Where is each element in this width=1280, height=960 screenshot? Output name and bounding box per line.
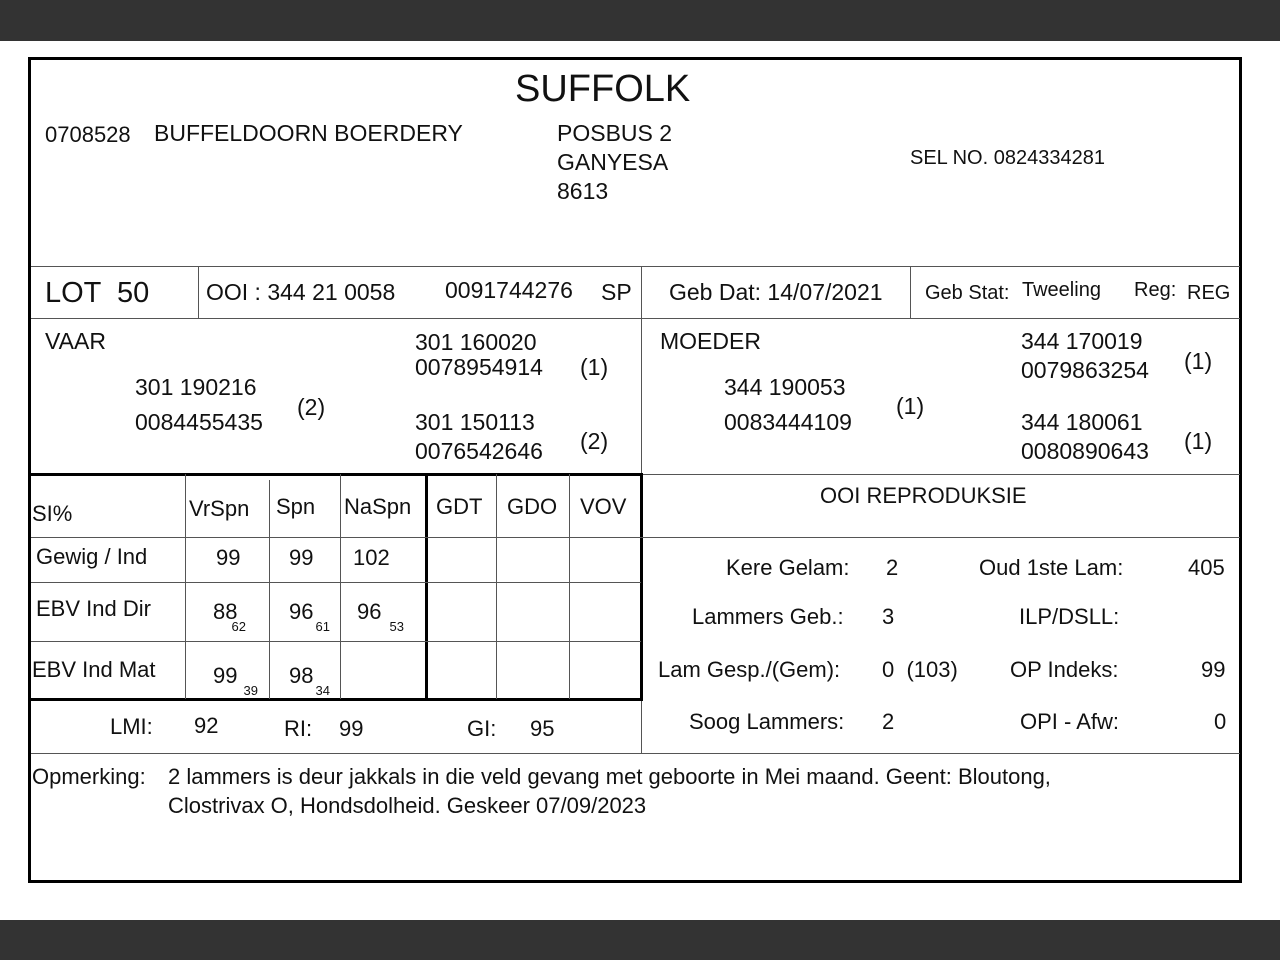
table-border	[31, 473, 643, 476]
reproduction-title: OOI REPRODUKSIE	[820, 483, 1027, 508]
divider	[31, 537, 1240, 538]
sire-label: VAAR	[45, 328, 106, 354]
ri-value: 99	[339, 716, 364, 741]
lot-card	[28, 57, 1242, 883]
cell-value: 99	[213, 663, 238, 688]
table-cell	[213, 599, 246, 634]
divider	[31, 753, 1240, 754]
opi-value: 0	[1214, 709, 1227, 734]
sire-dam-mark: (2)	[580, 428, 609, 454]
dam-sire-mark: (1)	[1184, 348, 1213, 374]
remarks-line-1: 2 lammers is deur jakkals in die veld gevang met geboorte in Mei maand. Geent: Bloutong,	[168, 764, 1051, 789]
divider	[31, 318, 1240, 319]
top-bar	[0, 0, 1280, 41]
ri-label: RI:	[284, 716, 313, 741]
dam-label: MOEDER	[660, 328, 761, 354]
table-border	[640, 473, 643, 701]
cell-value: 98	[289, 663, 314, 688]
sire-number: 0084455435	[135, 409, 263, 435]
row-label: EBV Ind Mat	[32, 657, 156, 682]
lot-number: LOT 50	[45, 277, 150, 309]
dam-sire-id: 344 170019	[1021, 328, 1143, 354]
table-cell	[357, 599, 404, 634]
sire-sire-mark: (1)	[580, 354, 609, 380]
dam-number: 0083444109	[724, 409, 852, 435]
sire-id: 301 190216	[135, 374, 257, 400]
sire-dam-number: 0076542646	[415, 438, 543, 464]
divider	[569, 474, 570, 699]
divider	[185, 474, 186, 699]
reg-label: Reg:	[1134, 279, 1177, 301]
divider	[496, 474, 497, 699]
sire-sire-number: 0078954914	[415, 354, 543, 380]
kere-gelam-value: 2	[886, 555, 899, 580]
soog-value: 2	[882, 709, 895, 734]
cell-value: 96	[357, 599, 382, 624]
cell-value: 88	[213, 599, 238, 624]
table-cell	[289, 663, 330, 698]
address-line-1: POSBUS 2	[557, 120, 673, 146]
divider	[269, 480, 270, 699]
birth-status-label: Geb Stat:	[925, 282, 1010, 304]
row-label: EBV Ind Dir	[36, 596, 151, 621]
divider	[31, 266, 1240, 267]
table-cell	[289, 599, 330, 634]
address-line-2: GANYESA	[557, 149, 669, 175]
table-cell: 102	[353, 545, 390, 570]
op-label: OP Indeks:	[1010, 657, 1119, 682]
bottom-bar	[0, 920, 1280, 960]
si-corner: SI%	[32, 501, 73, 526]
dam-sire-number: 0079863254	[1021, 357, 1149, 383]
cell-subscript: 62	[231, 619, 246, 634]
table-cell: 99	[216, 545, 241, 570]
dam-mark: (1)	[896, 393, 925, 419]
soog-label: Soog Lammers:	[689, 709, 845, 734]
row-label: Gewig / Ind	[36, 544, 148, 569]
remarks-label: Opmerking:	[32, 764, 146, 789]
reg-value: REG	[1187, 282, 1231, 304]
address-line-3: 8613	[557, 178, 609, 204]
birth-date: Geb Dat: 14/07/2021	[669, 279, 883, 305]
table-cell: 99	[289, 545, 314, 570]
oud-value: 405	[1188, 555, 1225, 580]
breed-title: SUFFOLK	[515, 68, 691, 110]
cell-subscript: 34	[315, 683, 330, 698]
ewe-id: OOI : 344 21 0058	[206, 279, 396, 305]
cell-subscript: 39	[243, 683, 258, 698]
col-header-spn: Spn	[276, 494, 316, 519]
col-header-vov: VOV	[580, 494, 627, 519]
farm-name: BUFFELDOORN BOERDERY	[154, 120, 463, 146]
dam-dam-id: 344 180061	[1021, 409, 1143, 435]
id-number: 0091744276	[445, 277, 573, 303]
ilp-label: ILP/DSLL:	[1019, 604, 1120, 629]
cell-subscript: 53	[389, 619, 404, 634]
table-cell	[213, 663, 258, 698]
dam-dam-mark: (1)	[1184, 428, 1213, 454]
table-border	[425, 473, 428, 701]
col-header-vrspn: VrSpn	[189, 496, 250, 521]
lam-gesp-value: 0 (103)	[882, 657, 958, 682]
kere-gelam-label: Kere Gelam:	[726, 555, 850, 580]
col-header-naspn: NaSpn	[344, 494, 412, 519]
op-value: 99	[1201, 657, 1226, 682]
oud-label: Oud 1ste Lam:	[979, 555, 1124, 580]
gi-value: 95	[530, 716, 555, 741]
divider	[641, 474, 1240, 475]
gi-label: GI:	[467, 716, 497, 741]
birth-status-value: Tweeling	[1022, 279, 1101, 301]
remarks-line-2: Clostrivax O, Hondsdolheid. Geskeer 07/09/2023	[168, 793, 647, 818]
divider	[340, 474, 341, 699]
divider	[910, 266, 911, 318]
lmi-value: 92	[194, 713, 219, 738]
col-header-gdo: GDO	[507, 494, 558, 519]
sire-mark: (2)	[297, 394, 326, 420]
divider	[31, 641, 641, 642]
lammers-geb-value: 3	[882, 604, 895, 629]
cell-number: SEL NO. 0824334281	[910, 147, 1105, 169]
dam-dam-number: 0080890643	[1021, 438, 1149, 464]
lam-gesp-label: Lam Gesp./(Gem):	[658, 657, 841, 682]
sire-dam-id: 301 150113	[415, 409, 535, 435]
sp-flag: SP	[601, 279, 632, 305]
lammers-geb-label: Lammers Geb.:	[692, 604, 844, 629]
col-header-gdt: GDT	[436, 494, 483, 519]
cell-subscript: 61	[315, 619, 330, 634]
dam-id: 344 190053	[724, 374, 846, 400]
table-border	[31, 698, 643, 701]
opi-label: OPI - Afw:	[1020, 709, 1120, 734]
divider	[198, 266, 199, 318]
sire-sire-id: 301 160020	[415, 329, 537, 355]
cell-value: 96	[289, 599, 314, 624]
farmer-number: 0708528	[45, 122, 131, 147]
lmi-label: LMI:	[110, 714, 153, 739]
divider	[31, 582, 641, 583]
